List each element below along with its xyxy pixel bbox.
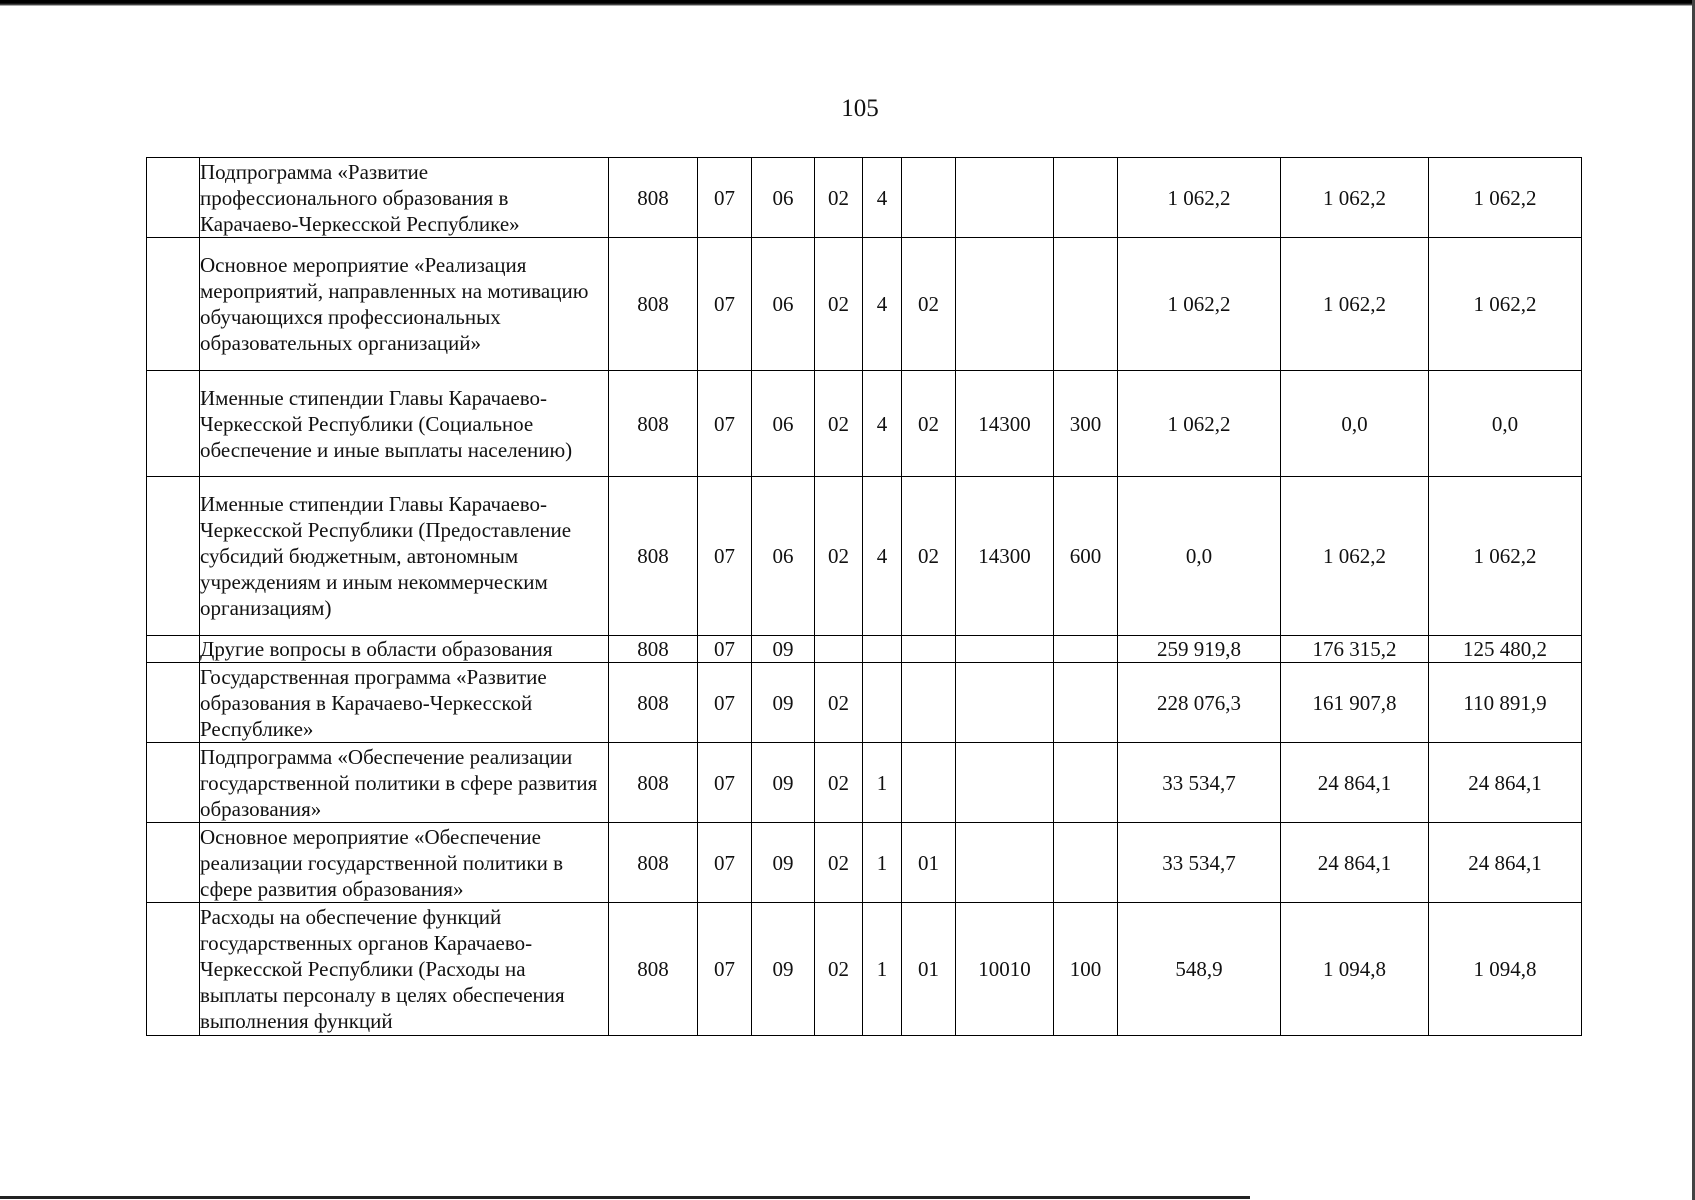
item-name: Подпрограмма «Обеспечение реализации государственной политики в сфере развития образования»	[200, 743, 609, 823]
program-code: 02	[815, 903, 863, 1036]
amount-year-1: 33 534,7	[1118, 743, 1281, 823]
ministry-code: 808	[609, 371, 698, 477]
amount-year-1: 1 062,2	[1118, 238, 1281, 371]
event-code: 02	[902, 371, 956, 477]
amount-year-2: 176 315,2	[1281, 636, 1429, 663]
amount-year-2: 0,0	[1281, 371, 1429, 477]
subprogram-code: 4	[863, 158, 902, 238]
expense-type-code: 300	[1054, 371, 1118, 477]
row-index-cell	[147, 158, 200, 238]
amount-year-3: 1 062,2	[1429, 238, 1582, 371]
ministry-code: 808	[609, 477, 698, 636]
amount-year-3: 1 062,2	[1429, 158, 1582, 238]
ministry-code: 808	[609, 238, 698, 371]
subsection-code: 09	[752, 903, 815, 1036]
page-number: 105	[841, 95, 879, 122]
program-code: 02	[815, 238, 863, 371]
amount-year-1: 0,0	[1118, 477, 1281, 636]
table-row	[147, 158, 1582, 238]
amount-year-3: 1 062,2	[1429, 477, 1582, 636]
event-code: 01	[902, 823, 956, 903]
table-row	[147, 903, 1582, 1036]
item-name: Расходы на обеспечение функций государственных органов Карачаево-Черкесской Республики (Расходы на выплаты персоналу в целях обеспечения выполнения функций	[200, 903, 609, 1036]
item-name: Именные стипендии Главы Карачаево-Черкесской Республики (Социальное обеспечение и иные выплаты населению)	[200, 371, 609, 477]
amount-year-3: 0,0	[1429, 371, 1582, 477]
row-index-cell	[147, 371, 200, 477]
row-index-cell	[147, 477, 200, 636]
program-code: 02	[815, 663, 863, 743]
amount-year-1: 228 076,3	[1118, 663, 1281, 743]
subsection-code: 09	[752, 823, 815, 903]
subprogram-code: 4	[863, 371, 902, 477]
scan-bottom-edge	[0, 1196, 1250, 1199]
item-name: Именные стипендии Главы Карачаево-Черкесской Республики (Предоставление субсидий бюджетным, автономным учреждениям и иным некоммерческим организациям)	[200, 477, 609, 636]
amount-year-3: 1 094,8	[1429, 903, 1582, 1036]
subprogram-code: 4	[863, 477, 902, 636]
program-code	[815, 636, 863, 663]
program-code: 02	[815, 477, 863, 636]
event-code: 01	[902, 903, 956, 1036]
direction-code	[956, 663, 1054, 743]
expense-type-code	[1054, 636, 1118, 663]
subprogram-code	[863, 663, 902, 743]
expense-type-code: 600	[1054, 477, 1118, 636]
scan-top-edge	[0, 0, 1695, 6]
item-name: Основное мероприятие «Обеспечение реализации государственной политики в сфере развития образования»	[200, 823, 609, 903]
subprogram-code: 1	[863, 823, 902, 903]
subprogram-code	[863, 636, 902, 663]
section-code: 07	[698, 477, 752, 636]
expense-type-code	[1054, 743, 1118, 823]
subsection-code: 09	[752, 663, 815, 743]
section-code: 07	[698, 663, 752, 743]
subprogram-code: 1	[863, 743, 902, 823]
event-code: 02	[902, 477, 956, 636]
program-code: 02	[815, 743, 863, 823]
subsection-code: 09	[752, 636, 815, 663]
amount-year-1: 1 062,2	[1118, 158, 1281, 238]
table-row	[147, 371, 1582, 477]
section-code: 07	[698, 371, 752, 477]
subsection-code: 06	[752, 371, 815, 477]
item-name: Другие вопросы в области образования	[200, 636, 609, 663]
section-code: 07	[698, 636, 752, 663]
amount-year-2: 1 062,2	[1281, 477, 1429, 636]
subprogram-code: 4	[863, 238, 902, 371]
expense-type-code	[1054, 238, 1118, 371]
row-index-cell	[147, 663, 200, 743]
table-row	[147, 823, 1582, 903]
program-code: 02	[815, 823, 863, 903]
ministry-code: 808	[609, 636, 698, 663]
direction-code: 10010	[956, 903, 1054, 1036]
amount-year-3: 24 864,1	[1429, 743, 1582, 823]
amount-year-2: 1 062,2	[1281, 158, 1429, 238]
direction-code	[956, 158, 1054, 238]
amount-year-1: 33 534,7	[1118, 823, 1281, 903]
ministry-code: 808	[609, 903, 698, 1036]
direction-code: 14300	[956, 477, 1054, 636]
direction-code: 14300	[956, 371, 1054, 477]
expense-type-code	[1054, 663, 1118, 743]
amount-year-1: 548,9	[1118, 903, 1281, 1036]
amount-year-2: 24 864,1	[1281, 823, 1429, 903]
amount-year-1: 1 062,2	[1118, 371, 1281, 477]
section-code: 07	[698, 158, 752, 238]
amount-year-2: 24 864,1	[1281, 743, 1429, 823]
event-code	[902, 636, 956, 663]
amount-year-3: 24 864,1	[1429, 823, 1582, 903]
row-index-cell	[147, 636, 200, 663]
expense-type-code	[1054, 158, 1118, 238]
section-code: 07	[698, 238, 752, 371]
subsection-code: 09	[752, 743, 815, 823]
ministry-code: 808	[609, 663, 698, 743]
table-row	[147, 743, 1582, 823]
table-row	[147, 238, 1582, 371]
ministry-code: 808	[609, 823, 698, 903]
ministry-code: 808	[609, 743, 698, 823]
amount-year-2: 1 094,8	[1281, 903, 1429, 1036]
expense-type-code: 100	[1054, 903, 1118, 1036]
amount-year-1: 259 919,8	[1118, 636, 1281, 663]
event-code	[902, 158, 956, 238]
row-index-cell	[147, 238, 200, 371]
amount-year-3: 110 891,9	[1429, 663, 1582, 743]
amount-year-3: 125 480,2	[1429, 636, 1582, 663]
subsection-code: 06	[752, 477, 815, 636]
budget-table	[146, 157, 1582, 1036]
direction-code	[956, 636, 1054, 663]
program-code: 02	[815, 371, 863, 477]
event-code	[902, 743, 956, 823]
row-index-cell	[147, 743, 200, 823]
direction-code	[956, 238, 1054, 371]
table-row	[147, 477, 1582, 636]
section-code: 07	[698, 743, 752, 823]
amount-year-2: 1 062,2	[1281, 238, 1429, 371]
table-row	[147, 636, 1582, 663]
item-name: Подпрограмма «Развитие профессионального образования в Карачаево-Черкесской Республике»	[200, 158, 609, 238]
direction-code	[956, 823, 1054, 903]
program-code: 02	[815, 158, 863, 238]
section-code: 07	[698, 903, 752, 1036]
table-row	[147, 663, 1582, 743]
event-code	[902, 663, 956, 743]
row-index-cell	[147, 823, 200, 903]
subsection-code: 06	[752, 158, 815, 238]
direction-code	[956, 743, 1054, 823]
ministry-code: 808	[609, 158, 698, 238]
event-code: 02	[902, 238, 956, 371]
row-index-cell	[147, 903, 200, 1036]
subsection-code: 06	[752, 238, 815, 371]
expense-type-code	[1054, 823, 1118, 903]
item-name: Основное мероприятие «Реализация мероприятий, направленных на мотивацию обучающихся профессиональных образовательных организаций»	[200, 238, 609, 371]
subprogram-code: 1	[863, 903, 902, 1036]
amount-year-2: 161 907,8	[1281, 663, 1429, 743]
item-name: Государственная программа «Развитие образования в Карачаево-Черкесской Республике»	[200, 663, 609, 743]
section-code: 07	[698, 823, 752, 903]
